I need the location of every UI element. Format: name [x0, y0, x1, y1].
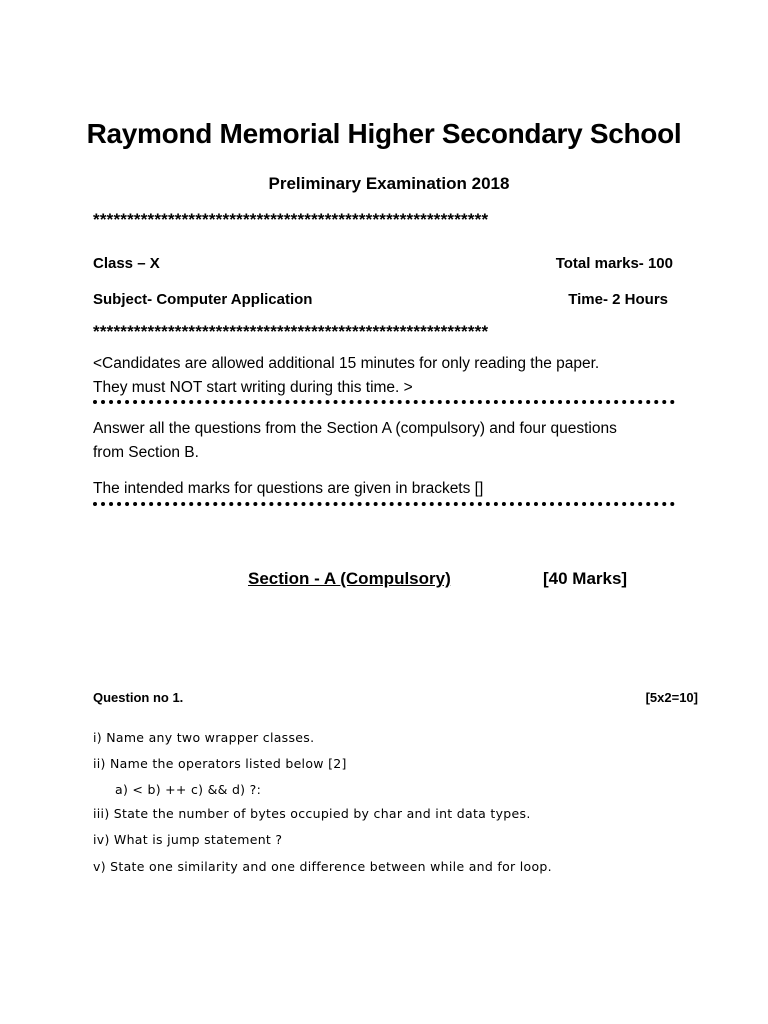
class-label: Class – X — [93, 255, 160, 272]
reading-time-note-line-2: They must NOT start writing during this time. > — [93, 379, 413, 396]
instruction-line-1: Answer all the questions from the Section A (compulsory) and four questions — [93, 420, 617, 437]
dotted-divider-top — [93, 400, 675, 404]
star-divider-top: ********************************************************** — [93, 210, 489, 229]
question-item: ii) Name the operators listed below [2] — [93, 756, 347, 771]
section-marks: [40 Marks] — [543, 569, 628, 588]
time-label: Time- 2 Hours — [568, 291, 668, 308]
question-item: i) Name any two wrapper classes. — [93, 730, 315, 745]
school-title: Raymond Memorial Higher Secondary School — [86, 118, 682, 149]
question-item: iii) State the number of bytes occupied by char and int data types. — [93, 806, 531, 821]
question-marks: [5x2=10] — [645, 690, 698, 705]
section-title: Section - A (Compulsory) — [248, 569, 451, 588]
star-divider-bottom: ********************************************************** — [93, 322, 489, 341]
question-item: v) State one similarity and one difference between while and for loop. — [93, 859, 552, 874]
instruction-line-3: The intended marks for questions are given in brackets [] — [93, 480, 484, 497]
question-item: iv) What is jump statement ? — [93, 832, 283, 847]
subject-label: Subject- Computer Application — [93, 291, 313, 308]
operator-options: a) < b) ++ c) && d) ?: — [115, 782, 262, 797]
exam-title: Preliminary Examination 2018 — [268, 174, 510, 193]
reading-time-note-line-1: <Candidates are allowed additional 15 minutes for only reading the paper. — [93, 355, 600, 372]
dotted-divider-bottom — [93, 502, 675, 506]
instruction-line-2: from Section B. — [93, 444, 199, 461]
question-label: Question no 1. — [93, 690, 184, 705]
total-marks-label: Total marks- 100 — [555, 255, 673, 272]
